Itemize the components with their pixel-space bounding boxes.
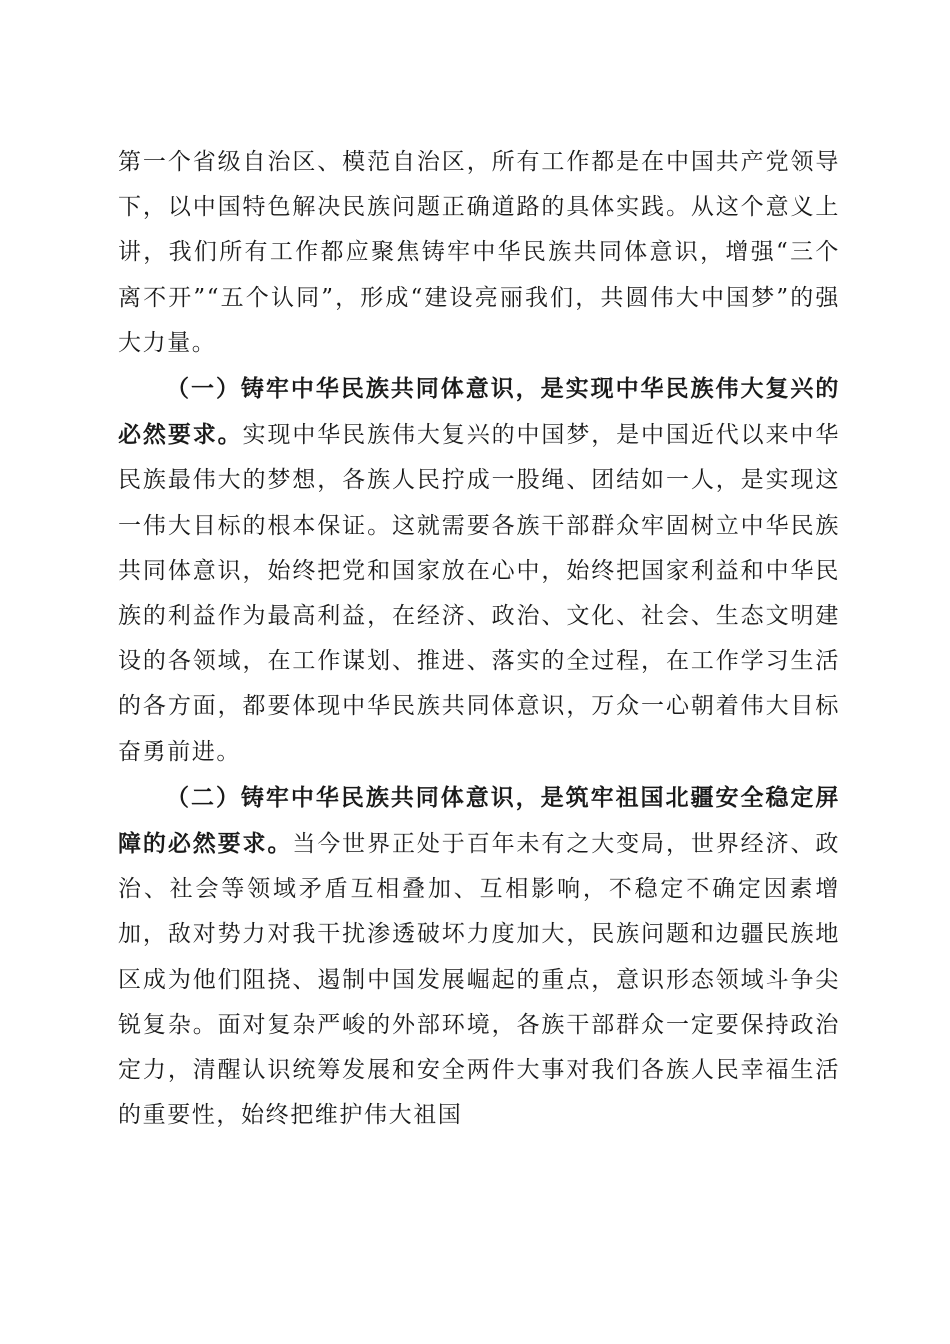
paragraph-body: 第一个省级自治区、模范自治区，所有工作都是在中国共产党领导下，以中国特色解决民族问题正确道路的具体实践。从这个意义上讲，我们所有工作都应聚焦铸牢中华民族共同体意识，增强“三个离不开”“五个认同”，形成“建设亮丽我们，共圆伟大中国梦”的强大力量。 xyxy=(118,149,840,356)
paragraph-body: 实现中华民族伟大复兴的中国梦，是中国近代以来中华民族最伟大的梦想，各族人民拧成一股绳、团结如一人，是实现这一伟大目标的根本保证。这就需要各族干部群众牢固树立中华民族共同体意识，始终把党和国家放在心中，始终把国家利益和中华民族的利益作为最高利益，在经济、政治、文化、社会、生态文明建设的各领域，在工作谋划、推进、落实的全过程，在工作学习生活的各方面，都要体现中华民族共同体意识，万众一心朝着伟大目标奋勇前进。 xyxy=(118,422,841,765)
section-heading: （一）铸牢中华民族共同体意识，是实现中华民族伟大复兴的必然要求。 xyxy=(118,375,840,449)
paragraph-section-1 xyxy=(118,366,840,775)
paragraph-section-2 xyxy=(118,775,840,1139)
paragraph-body: 当今世界正处于百年未有之大变局，世界经济、政治、社会等领域矛盾互相叠加、互相影响，不稳定不确定因素增加，敌对势力对我干扰渗透破坏力度加大，民族问题和边疆民族地区成为他们阻挠、遏制中国发展崛起的重点，意识形态领域斗争尖锐复杂。面对复杂严峻的外部环境，各族干部群众一定要保持政治定力，清醒认识统筹发展和安全两件大事对我们各族人民幸福生活的重要性，始终把维护伟大祖国 xyxy=(118,831,841,1129)
section-heading: （二）铸牢中华民族共同体意识，是筑牢祖国北疆安全稳定屏障的必然要求。 xyxy=(118,783,840,858)
document-page xyxy=(118,140,840,1138)
paragraph-continuation xyxy=(118,140,840,366)
